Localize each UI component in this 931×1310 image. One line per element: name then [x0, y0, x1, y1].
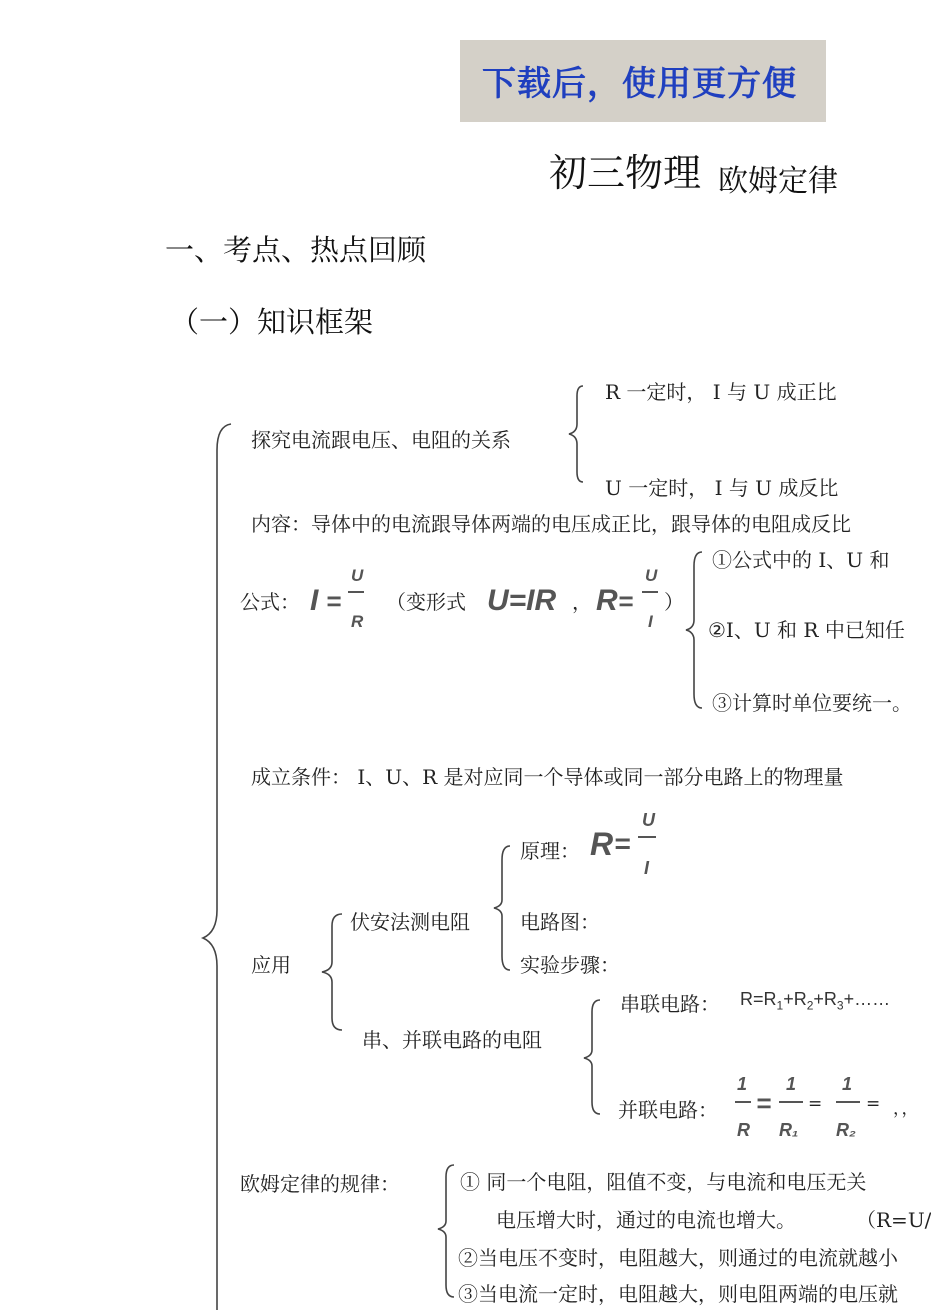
parallel-num-1: 1	[737, 1074, 748, 1094]
rule-1c: （R=U/	[856, 1208, 931, 1232]
formula-u-ir: U=IR	[487, 584, 557, 617]
parallel-eq-1: =	[756, 1088, 772, 1118]
principle-num: U	[642, 810, 655, 830]
parallel-den-r2: R₂	[836, 1120, 856, 1140]
principle-bar	[638, 836, 656, 838]
formula-i-bar	[348, 591, 364, 593]
download-banner	[460, 40, 826, 122]
formula-r-num: U	[645, 566, 658, 585]
formula-label: 公式：	[240, 590, 300, 614]
rule-1a: ① 同一个电阻，阻值不变，与电流和电压无关	[460, 1170, 867, 1194]
sp-resistance-label: 串、并联电路的电阻	[362, 1028, 542, 1052]
section-heading-review: 一、考点、热点回顾	[165, 233, 427, 267]
application-brace	[318, 912, 346, 1032]
series-formula: $R=R_1+R_2+R_3+\dots\dots$	[740, 989, 891, 1013]
explore-item-2: U 一定时， I 与 U 成反比	[605, 476, 839, 500]
parallel-label: 并联电路：	[618, 1098, 718, 1122]
principle-r-lhs: R	[590, 826, 614, 862]
parallel-bar-1	[735, 1101, 751, 1103]
rule-1b: 电压增大时，通过的电流也增大。	[496, 1208, 796, 1232]
page-subtitle: 欧姆定律	[718, 164, 838, 199]
rule-3: ③当电流一定时，电阻越大，则电阻两端的电压就	[458, 1282, 898, 1306]
parallel-bar-2	[779, 1101, 803, 1103]
parallel-num-2: 1	[786, 1074, 797, 1094]
formula-i-num: U	[351, 566, 364, 585]
steps-label: 实验步骤：	[520, 953, 620, 977]
formula-i-lhs: I	[310, 584, 319, 617]
parallel-num-3: 1	[842, 1074, 853, 1094]
parallel-den-r1: R₁	[779, 1120, 799, 1140]
voltammeter-brace	[490, 844, 514, 972]
formula-note-3: ③计算时单位要统一。	[712, 691, 912, 715]
condition-text: 成立条件： I、U、R 是对应同一个导体或同一部分电路上的物理量	[251, 765, 844, 789]
formula-variant-label: （变形式	[386, 590, 466, 614]
formula-i-den: R	[351, 612, 364, 631]
section-heading-framework: （一）知识框架	[170, 305, 374, 339]
principle-label: 原理：	[520, 839, 580, 863]
explore-brace	[565, 384, 587, 484]
explore-label: 探究电流跟电压、电阻的关系	[251, 428, 511, 452]
page-title: 初三物理	[549, 151, 702, 195]
circuit-label: 电路图：	[520, 910, 600, 934]
formula-note-1: ①公式中的 I、U 和	[712, 548, 890, 572]
rules-brace	[436, 1163, 458, 1303]
rule-2: ②当电压不变时，电阻越大，则通过的电流就越小	[458, 1246, 898, 1270]
voltammeter-label: 伏安法测电阻	[350, 910, 470, 934]
formula-r-den: I	[648, 612, 653, 631]
formula-close: ）	[664, 590, 684, 614]
formula-r-lhs: R	[596, 584, 618, 617]
parallel-bar-3	[836, 1101, 860, 1103]
principle-den: I	[644, 858, 650, 878]
content-text: 内容：导体中的电流跟导体两端的电压成正比，跟导体的电阻成反比	[251, 512, 851, 536]
formula-notes-brace	[684, 550, 704, 710]
parallel-den-r: R	[737, 1120, 750, 1140]
application-label: 应用	[251, 953, 291, 977]
formula-eq-1: =	[326, 586, 342, 616]
formula-note-2: ②I、U 和 R 中已知任	[708, 618, 905, 642]
sp-brace	[582, 998, 604, 1116]
parallel-tail: ，，	[893, 1099, 919, 1119]
main-brace	[195, 420, 235, 1310]
parallel-eq-3: =	[866, 1094, 881, 1114]
parallel-eq-2: =	[808, 1094, 823, 1114]
formula-eq-3: =	[618, 586, 634, 616]
banner-text: 下载后，使用更方便	[482, 64, 797, 104]
series-label: 串联电路：	[620, 992, 720, 1016]
formula-comma: ，	[572, 590, 592, 614]
principle-eq: =	[614, 828, 631, 859]
rules-label: 欧姆定律的规律：	[240, 1172, 400, 1196]
formula-r-bar	[642, 591, 658, 593]
explore-item-1: R 一定时， I 与 U 成正比	[605, 380, 837, 404]
